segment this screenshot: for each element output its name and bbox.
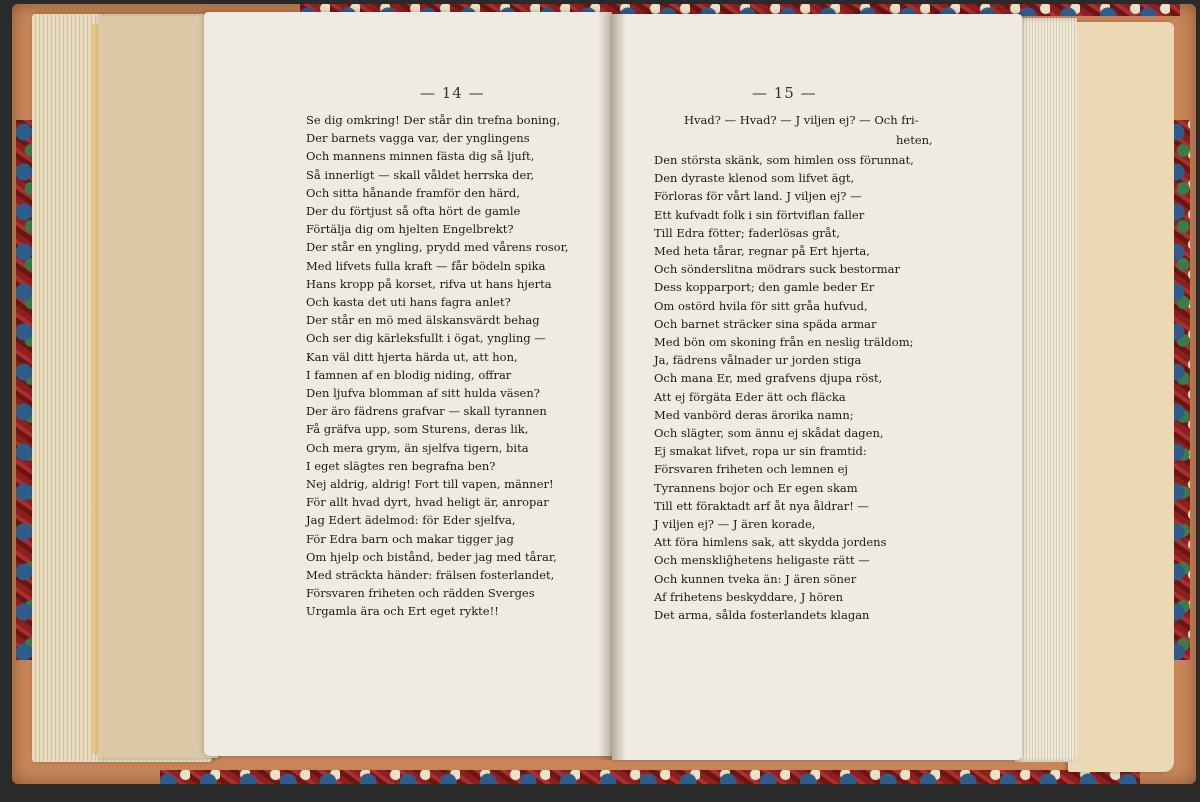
verse-line: Den dyraste klenod som lifvet ägt, (654, 171, 855, 186)
verse-line: Och mana Er, med grafvens djupa röst, (654, 371, 883, 386)
verse-line: Och slägter, som ännu ej skådat dagen, (654, 426, 884, 441)
verse-line: Förtälja dig om hjelten Engelbrekt? (306, 222, 514, 237)
flyleaf (98, 16, 218, 758)
verse-line: Försvaren friheten och rädden Sverges (306, 586, 535, 601)
left-page-number: — 14 — (420, 84, 485, 102)
verse-line: Att föra himlens sak, att skydda jordens (654, 535, 887, 550)
verse-line: Om hjelp och bistånd, beder jag med tårar, (306, 549, 557, 564)
verse-line: Och mannens minnen fästa dig så ljuft, (306, 149, 535, 164)
verse-line: Ja, fädrens vålnader ur jorden stiga (654, 353, 862, 368)
verse-line: Och mera grym, än sjelfva tigern, bita (306, 440, 529, 455)
verse-line: Se dig omkring! Der står din trefna boning, (306, 113, 561, 127)
right-page-text (654, 151, 914, 624)
verse-line: Förloras för vårt land. J viljen ej? — (654, 189, 862, 204)
left-page-text (306, 111, 569, 621)
verse-line: Der du förtjust så ofta hört de gamle (306, 204, 521, 219)
verse-line: Och kasta det uti hans fagra anlet? (306, 295, 511, 310)
verse-line: Af frihetens beskyddare, J hören (654, 589, 844, 604)
verse-line: Med vanbörd deras ärorika namn; (654, 407, 854, 422)
right-page-first-line-continuation: heten, (896, 133, 933, 147)
verse-line: Till ett föraktadt arf åt nya åldrar! — (654, 498, 870, 513)
verse-line: Försvaren friheten och lemnen ej (654, 462, 848, 477)
verse-line: I eget slägtes ren begrafna ben? (306, 458, 496, 473)
verse-line: Den ljufva blomman af sitt hulda väsen? (306, 386, 540, 401)
right-page-stack (1015, 18, 1077, 762)
right-page-first-line: Hvad? — Hvad? — J viljen ej? — Och fri- (684, 113, 919, 127)
verse-line: Den största skänk, som himlen oss förunnat, (654, 153, 914, 167)
verse-line: Ej smakat lifvet, ropa ur sin framtid: (654, 444, 867, 459)
verse-line: Med heta tårar, regnar på Ert hjerta, (654, 244, 870, 259)
verse-line: Dess kopparport; den gamle beder Er (654, 280, 875, 295)
verse-line: Till Edra fötter; faderlösas gråt, (654, 225, 841, 240)
verse-line: Och kunnen tveka än: J ären söner (654, 571, 857, 586)
verse-line: För allt hvad dyrt, hvad heligt är, anropar (306, 495, 549, 510)
verse-line: Att ej förgäta Eder ätt och fläcka (654, 389, 846, 404)
marbled-paper-bottom (160, 770, 1140, 784)
verse-line: Och barnet sträcker sina späda armar (654, 316, 877, 331)
verse-line: Urgamla ära och Ert eget rykte!! (306, 604, 499, 619)
verse-line: Och menskliĝhetens heligaste rätt — (654, 553, 870, 568)
verse-line: I famnen af en blodig niding, offrar (306, 367, 512, 382)
verse-line: Så innerligt — skall våldet herrska der, (306, 167, 535, 182)
verse-line: Med sträckta händer: frälsen fosterlandet, (306, 568, 555, 583)
verse-line: Hans kropp på korset, rifva ut hans hjerta (306, 276, 552, 291)
verse-line: Der står en mö med älskansvärdt behag (306, 313, 540, 328)
verse-line: Jag Edert ädelmod: för Eder sjelfva, (306, 513, 516, 528)
verse-line: Med lifvets fulla kraft — får bödeln spika (306, 258, 546, 273)
verse-line: Och ser dig kärleksfullt i ögat, yngling — (306, 331, 546, 346)
verse-line: J viljen ej? — J ären korade, (654, 517, 816, 532)
verse-line: Få gräfva upp, som Sturens, deras lik, (306, 422, 529, 437)
verse-line: Om ostörd hvila för sitt gråa hufvud, (654, 298, 868, 313)
verse-line: För Edra barn och makar tigger jag (306, 531, 514, 546)
verse-line: Och sönderslitna mödrars suck bestormar (654, 262, 900, 277)
verse-line: Ett kufvadt folk i sin förtviflan faller (654, 207, 865, 222)
verse-line: Nej aldrig, aldrig! Fort till vapen, männer! (306, 477, 554, 492)
verse-line: Och sitta hånande framför den härd, (306, 185, 520, 200)
verse-line: Tyrannens bojor och Er egen skam (654, 480, 858, 495)
right-page-number: — 15 — (752, 84, 817, 102)
verse-line: Kan väl ditt hjerta härda ut, att hon, (306, 349, 518, 364)
verse-line: Der står en yngling, prydd med vårens rosor, (306, 240, 569, 255)
verse-line: Der barnets vagga var, der ynglingens (306, 131, 530, 146)
verse-line: Der äro fädrens grafvar — skall tyrannen (306, 404, 547, 419)
book-gutter (598, 12, 626, 760)
verse-line: Det arma, sålda fosterlandets klagan (654, 608, 870, 623)
right-flap (1068, 22, 1174, 772)
verse-line: Med bön om skoning från en neslig träldom; (654, 335, 914, 350)
